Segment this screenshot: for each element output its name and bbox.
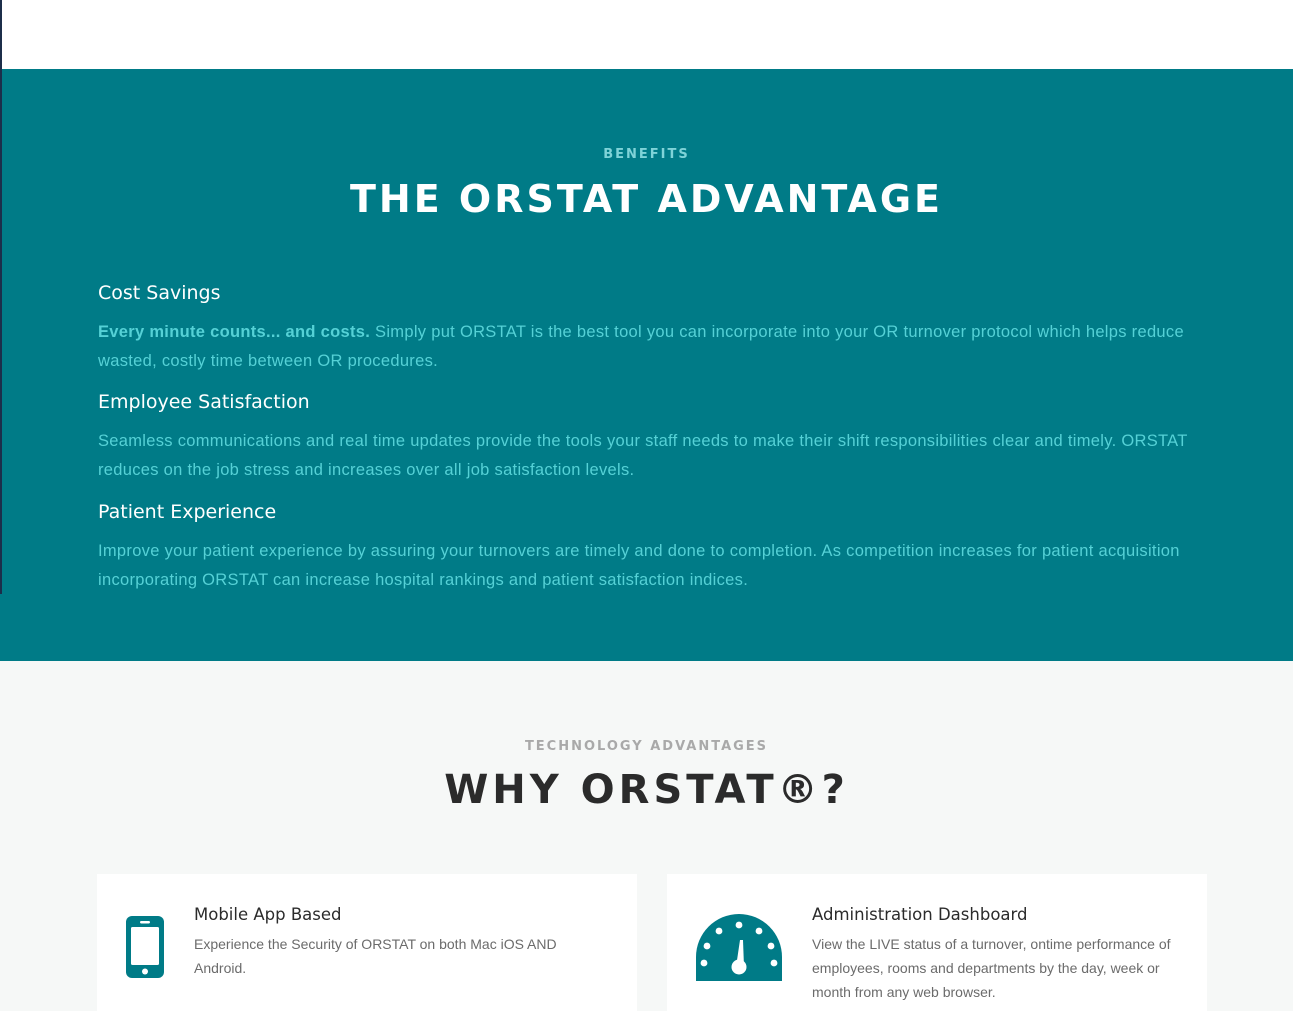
benefit-text: Seamless communications and real time updates provide the tools your staff needs to make their shift responsibilities clear and timely. ORSTAT reduces on the job stress and increases over all job satisfaction levels. [98,432,1188,479]
benefits-title: THE ORSTAT ADVANTAGE [350,177,943,221]
benefit-body: Simply put ORSTAT is the best tool you can incorporate into your OR turnover protocol which helps reduce wasted, costly time between OR procedures. [98,323,1184,370]
tech-title: WHY ORSTAT®? [444,767,849,813]
benefit-patient-experience [98,501,1198,595]
benefit-lead: Every minute counts... and costs. [98,323,371,341]
benefit-employee-satisfaction [98,391,1198,485]
feature-card-mobile-app [97,874,637,1011]
benefit-heading: Patient Experience [98,501,277,523]
benefit-heading: Cost Savings [98,282,221,304]
benefits-section [0,69,1293,661]
feature-card-text: View the LIVE status of a turnover, ontime performance of employees, rooms and departments by the day, week or month from any web browser. [812,936,1171,1000]
mobile-phone-icon [126,916,164,983]
benefit-heading: Employee Satisfaction [98,391,310,413]
feature-card-heading: Mobile App Based [194,905,342,924]
feature-card-heading: Administration Dashboard [812,905,1028,924]
tech-eyebrow: TECHNOLOGY ADVANTAGES [524,739,769,754]
technology-section [0,661,1293,1011]
top-blank-area [0,0,1293,69]
dashboard-gauge-icon [696,914,782,989]
benefits-eyebrow: BENEFITS [603,147,690,162]
benefit-text: Improve your patient experience by assuring your turnovers are timely and done to completion. As competition increases for patient acquisition incorporating ORSTAT can increase hospital rankings and patient satisfaction indices. [98,542,1180,589]
feature-card-text: Experience the Security of ORSTAT on both Mac iOS AND Android. [194,936,557,976]
benefit-text [98,318,1198,376]
benefit-cost-savings [98,282,1198,376]
left-edge-divider [0,0,2,594]
feature-card-admin-dashboard [667,874,1207,1011]
